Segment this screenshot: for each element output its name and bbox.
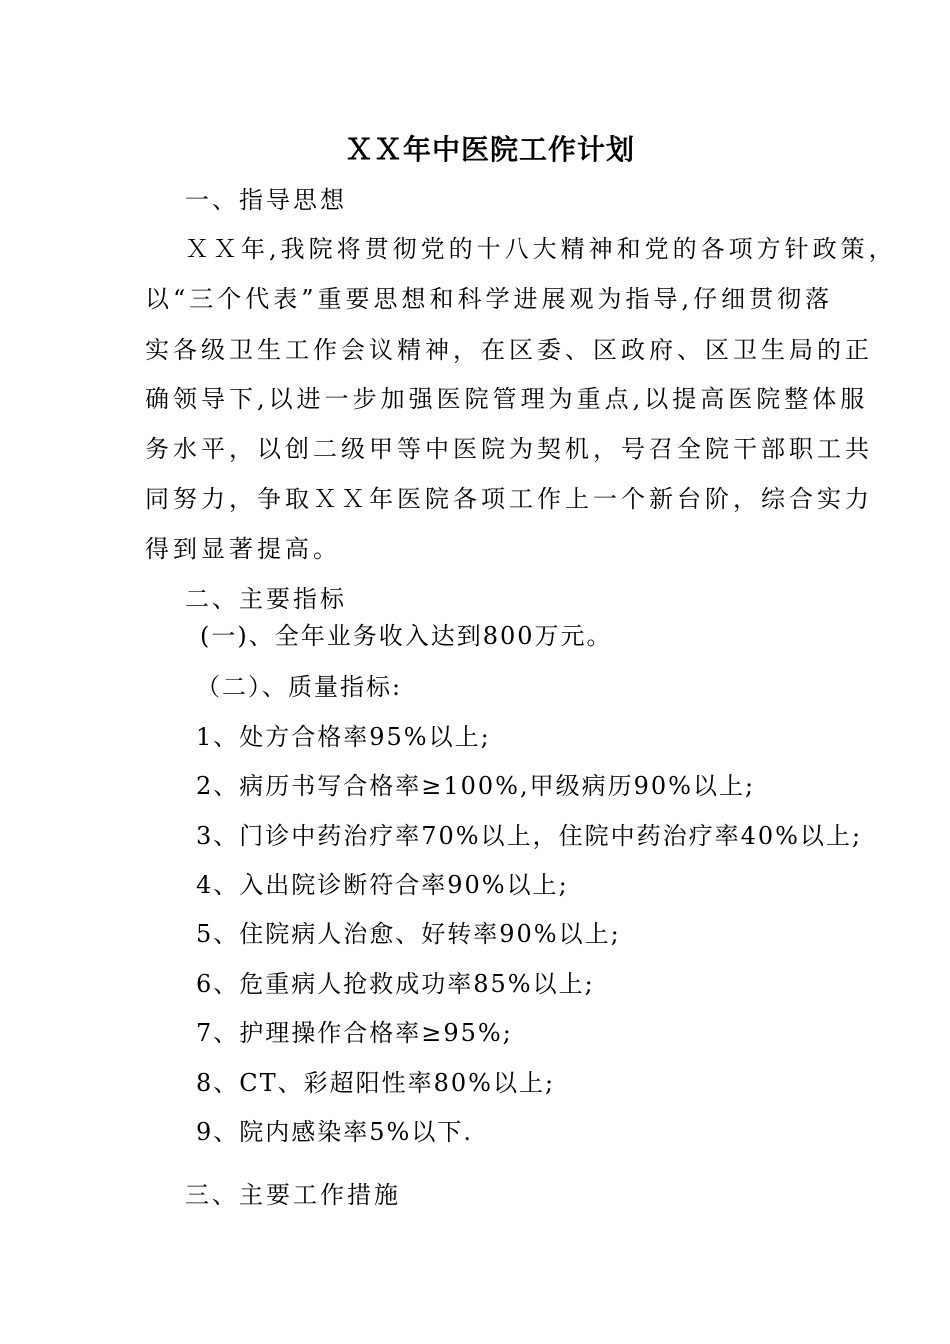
quality-item: 2、病历书写合格率≥100%,甲级病历90%以上; — [196, 772, 756, 800]
paragraph-line-5: 务水平，以创二级甲等中医院为契机，号召全院干部职工共 — [145, 435, 873, 463]
quality-item: 4、入出院诊断符合率90%以上; — [196, 871, 569, 899]
section-heading-main-measures: 三、主要工作措施 — [185, 1181, 401, 1209]
paragraph-line-4: 确领导下,以进一步加强医院管理为重点,以提高医院整体服 — [145, 385, 869, 413]
section-heading-main-indicators: 二、主要指标 — [185, 585, 347, 613]
quality-item: 8、CT、彩超阳性率80%以上; — [196, 1069, 556, 1097]
quality-item: 5、住院病人治愈、好转率90%以上; — [196, 920, 621, 948]
indicator-quality-heading: （二）、质量指标: — [196, 673, 403, 701]
paragraph-line-1: ＸＸ年,我院将贯彻党的十八大精神和党的各项方针政策， — [185, 235, 897, 263]
quality-item: 3、门诊中药治疗率70%以上，住院中药治疗率40%以上; — [196, 822, 863, 850]
paragraph-line-3: 实各级卫生工作会议精神，在区委、区政府、区卫生局的正 — [145, 336, 873, 364]
paragraph-line-6: 同努力，争取ＸＸ年医院各项工作上一个新台阶，综合实力 — [145, 485, 873, 513]
quality-item: 1、处方合格率95%以上; — [196, 723, 491, 751]
paragraph-line-7: 得到显著提高。 — [145, 535, 341, 563]
indicator-revenue: (一)、全年业务收入达到800万元。 — [200, 622, 613, 650]
document-title: ＸＸ年中医院工作计划 — [345, 133, 636, 166]
quality-item: 6、危重病人抢救成功率85%以上; — [196, 970, 595, 998]
paragraph-line-2: 以“三个代表”重要思想和科学进展观为指导,仔细贯彻落 — [145, 285, 834, 313]
quality-item: 9、院内感染率5%以下. — [196, 1118, 473, 1146]
quality-item: 7、护理操作合格率≥95%; — [196, 1019, 513, 1047]
section-heading-guiding-ideology: 一、指导思想 — [185, 186, 347, 214]
